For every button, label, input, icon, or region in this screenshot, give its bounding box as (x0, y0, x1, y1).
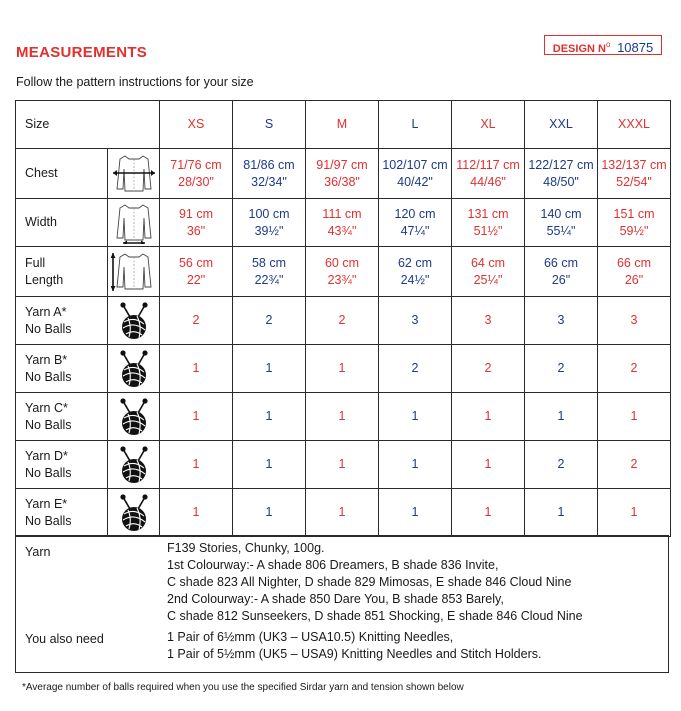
row-label-line: Yarn D* (25, 448, 68, 463)
value-line: 39½" (254, 223, 284, 238)
yarn-line: C shade 823 All Nighter, D shade 829 Mimosas, E shade 846 Cloud Nine (167, 575, 572, 589)
value-line: 120 cm (394, 206, 436, 221)
size-header-l: L (379, 101, 452, 149)
value-cell (160, 149, 233, 199)
value-line: 1 (338, 409, 346, 423)
table-row (16, 393, 671, 441)
value-line: 2 (265, 313, 273, 327)
yarn-line: F139 Stories, Chunky, 100g. (167, 541, 325, 555)
value-line: 1 (411, 457, 419, 471)
value-line: 2 (557, 457, 565, 471)
value-cell (160, 247, 233, 297)
value-cell (379, 441, 452, 489)
row-label-line: No Balls (25, 465, 72, 480)
value-line: 122/127 cm (528, 157, 594, 172)
value-cell (233, 149, 306, 199)
value-line: 1 (265, 409, 273, 423)
value-cell (233, 297, 306, 345)
row-label-line: No Balls (25, 369, 72, 384)
value-line: 111 cm (322, 206, 362, 221)
value-line: 1 (630, 505, 638, 519)
value-line: 1 (557, 409, 565, 423)
garment-length-icon (108, 247, 160, 297)
value-line: 62 cm (397, 255, 433, 270)
value-line: 3 (484, 313, 492, 327)
row-label-line: Width (25, 215, 57, 229)
value-line: 44/46" (470, 174, 506, 189)
row-label (16, 149, 108, 199)
table-row (16, 297, 671, 345)
row-label-line: Full (25, 255, 46, 270)
value-cell (525, 393, 598, 441)
value-cell (160, 441, 233, 489)
value-line: 26" (624, 272, 644, 287)
value-cell (598, 199, 671, 247)
row-label-line: Yarn A* (25, 304, 67, 319)
yarn-line: 2nd Colourway:- A shade 850 Dare You, B shade 853 Barely, (167, 592, 504, 606)
value-line: 140 cm (540, 206, 582, 221)
value-cell (379, 149, 452, 199)
table-row (16, 489, 671, 537)
row-label (16, 297, 108, 345)
row-label-line: Yarn B* (25, 352, 68, 367)
value-cell (306, 297, 379, 345)
size-header-xxxl: XXXL (598, 101, 671, 149)
value-line: 64 cm (470, 255, 506, 270)
size-header-xl: XL (452, 101, 525, 149)
yarn-line: C shade 812 Sunseekers, D shade 851 Shocking, E shade 846 Cloud Nine (167, 609, 583, 623)
value-line: 102/107 cm (382, 157, 448, 172)
row-label-line: Chest (25, 166, 58, 180)
value-line: 2 (630, 457, 638, 471)
value-cell (452, 247, 525, 297)
value-line: 1 (411, 409, 419, 423)
row-label (16, 247, 108, 297)
yarn-ball-icon (108, 345, 160, 393)
value-cell (379, 247, 452, 297)
design-label: DESIGN N (552, 43, 606, 55)
value-cell (233, 489, 306, 537)
value-cell (598, 393, 671, 441)
row-label-line: No Balls (25, 513, 72, 528)
design-number-box (544, 35, 662, 55)
yarn-label: Yarn (25, 545, 51, 559)
value-cell (452, 489, 525, 537)
value-line: 55¼" (546, 223, 576, 238)
value-cell (598, 345, 671, 393)
design-number: 10875 (617, 40, 654, 55)
value-line: 1 (338, 457, 346, 471)
value-line: 1 (411, 505, 419, 519)
yarn-ball-icon (108, 393, 160, 441)
value-line: 1 (484, 457, 492, 471)
value-line: 1 (484, 505, 492, 519)
size-header-m: M (306, 101, 379, 149)
value-line: 1 (192, 409, 200, 423)
value-line: 1 (265, 457, 273, 471)
value-line: 1 (338, 505, 346, 519)
value-line: 51½" (473, 223, 503, 238)
value-cell (525, 247, 598, 297)
value-cell (379, 297, 452, 345)
value-cell (306, 489, 379, 537)
value-line: 112/117 cm (456, 157, 520, 172)
value-cell (452, 297, 525, 345)
value-line: 1 (484, 409, 492, 423)
value-line: 36" (186, 223, 206, 238)
value-line: 81/86 cm (243, 157, 295, 172)
row-label (16, 441, 108, 489)
value-cell (306, 393, 379, 441)
value-line: 1 (557, 505, 565, 519)
value-line: 40/42" (397, 174, 433, 189)
yarn-ball-icon (108, 297, 160, 345)
table-row (16, 149, 671, 199)
table-row (16, 199, 671, 247)
value-cell (452, 149, 525, 199)
value-cell (160, 297, 233, 345)
value-cell (379, 393, 452, 441)
value-cell (233, 441, 306, 489)
value-line: 3 (557, 313, 565, 327)
value-line: 25¼" (473, 272, 503, 287)
intro-text: Follow the pattern instructions for your size (16, 75, 254, 89)
value-line: 3 (411, 313, 419, 327)
value-cell (233, 345, 306, 393)
row-label-line: Yarn E* (25, 496, 68, 511)
value-cell (452, 199, 525, 247)
value-line: 91/97 cm (316, 157, 368, 172)
value-cell (598, 247, 671, 297)
value-line: 1 (338, 361, 346, 375)
yarn-ball-icon (108, 441, 160, 489)
value-line: 47¼" (400, 223, 430, 238)
size-header-xxl: XXL (525, 101, 598, 149)
row-label (16, 489, 108, 537)
value-cell (452, 393, 525, 441)
value-line: 2 (484, 361, 492, 375)
value-line: 48/50" (543, 174, 579, 189)
value-line: 60 cm (324, 255, 360, 270)
value-cell (525, 345, 598, 393)
value-line: 23¾" (327, 272, 357, 287)
yarn-details (167, 540, 583, 625)
value-line: 2 (338, 313, 346, 327)
also-need-label: You also need (25, 632, 104, 646)
value-line: 2 (630, 361, 638, 375)
footnote: *Average number of balls required when you use the specified Sirdar yarn and tension shown below (22, 682, 464, 693)
value-line: 56 cm (178, 255, 214, 270)
value-line: 71/76 cm (170, 157, 222, 172)
value-cell (525, 297, 598, 345)
value-cell (525, 489, 598, 537)
value-line: 2 (192, 313, 200, 327)
garment-chest-icon (108, 149, 160, 199)
value-line: 22¾" (254, 272, 284, 287)
value-cell (598, 297, 671, 345)
value-cell (379, 489, 452, 537)
value-line: 3 (630, 313, 638, 327)
value-cell (525, 199, 598, 247)
yarn-ball-icon (108, 489, 160, 537)
value-line: 1 (192, 505, 200, 519)
value-cell (452, 345, 525, 393)
value-line: 52/54" (616, 174, 652, 189)
need-line: 1 Pair of 5½mm (UK5 – USA9) Knitting Needles and Stitch Holders. (167, 647, 542, 661)
value-line: 28/30" (178, 174, 214, 189)
measurements-table (15, 100, 671, 537)
value-cell (598, 489, 671, 537)
value-cell (306, 441, 379, 489)
value-cell (160, 393, 233, 441)
value-line: 66 cm (543, 255, 579, 270)
value-line: 2 (411, 361, 419, 375)
value-line: 66 cm (616, 255, 652, 270)
value-line: 131 cm (467, 206, 509, 221)
row-label (16, 345, 108, 393)
value-cell (379, 199, 452, 247)
size-header-label: Size (16, 101, 160, 149)
value-cell (525, 149, 598, 199)
value-cell (598, 149, 671, 199)
row-label-line: Length (25, 272, 64, 287)
also-need-details (167, 629, 541, 663)
size-header-xs: XS (160, 101, 233, 149)
value-line: 58 cm (251, 255, 287, 270)
value-line: 2 (557, 361, 565, 375)
value-line: 43¾" (327, 223, 357, 238)
value-line: 32/34" (251, 174, 287, 189)
value-line: 1 (265, 361, 273, 375)
value-cell (306, 247, 379, 297)
value-line: 1 (265, 505, 273, 519)
value-line: 151 cm (613, 206, 655, 221)
row-label (16, 199, 108, 247)
value-line: 59½" (619, 223, 649, 238)
value-line: 91 cm (178, 206, 214, 221)
value-cell (233, 247, 306, 297)
value-cell (598, 441, 671, 489)
materials-box (15, 535, 669, 673)
size-header-row (16, 101, 671, 149)
table-row (16, 247, 671, 297)
need-line: 1 Pair of 6½mm (UK3 – USA10.5) Knitting Needles, (167, 630, 454, 644)
value-line: 36/38" (324, 174, 360, 189)
value-cell (160, 199, 233, 247)
row-label-line: Yarn C* (25, 400, 68, 415)
value-cell (379, 345, 452, 393)
design-label-superscript: o (605, 40, 611, 49)
value-cell (160, 489, 233, 537)
yarn-line: 1st Colourway:- A shade 806 Dreamers, B shade 836 Invite, (167, 558, 499, 572)
value-cell (525, 441, 598, 489)
value-cell (306, 199, 379, 247)
value-line: 22" (186, 272, 206, 287)
table-row (16, 441, 671, 489)
value-line: 100 cm (248, 206, 290, 221)
table-row (16, 345, 671, 393)
row-label-line: No Balls (25, 321, 72, 336)
value-cell (160, 345, 233, 393)
value-cell (306, 345, 379, 393)
garment-width-icon (108, 199, 160, 247)
row-label-line: No Balls (25, 417, 72, 432)
page-title: MEASUREMENTS (16, 44, 148, 61)
value-line: 26" (551, 272, 571, 287)
row-label (16, 393, 108, 441)
value-line: 1 (630, 409, 638, 423)
value-line: 132/137 cm (601, 157, 667, 172)
value-cell (233, 393, 306, 441)
size-header-s: S (233, 101, 306, 149)
value-line: 1 (192, 457, 200, 471)
value-line: 1 (192, 361, 200, 375)
value-cell (452, 441, 525, 489)
value-cell (306, 149, 379, 199)
value-line: 24½" (400, 272, 430, 287)
value-cell (233, 199, 306, 247)
